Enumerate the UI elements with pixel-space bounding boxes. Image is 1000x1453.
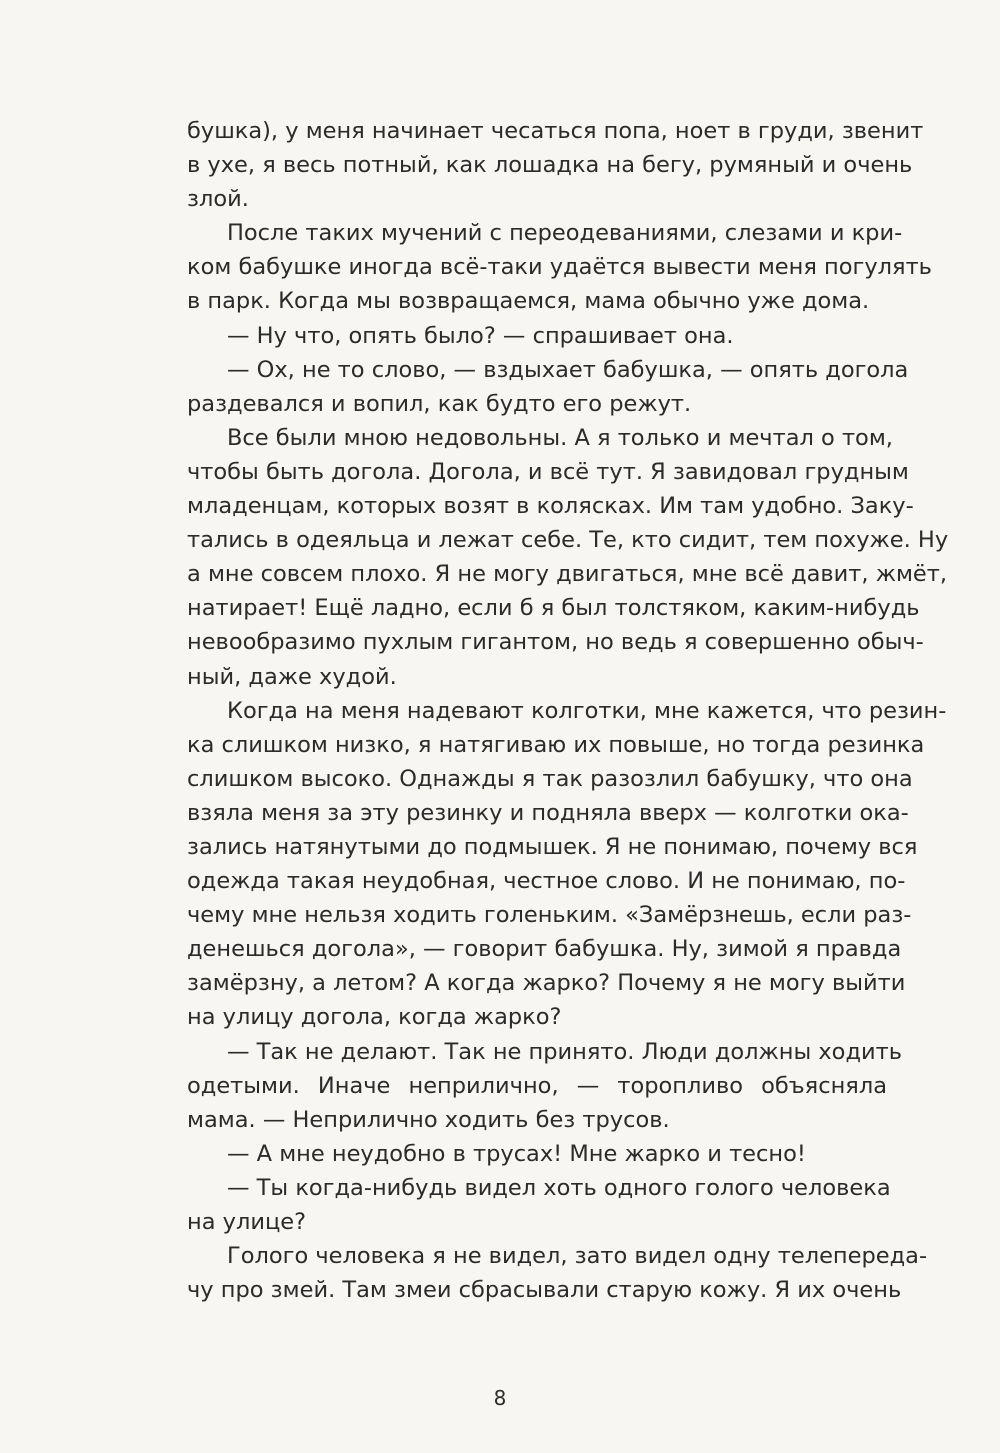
text-line: — Ну что, опять было? — спрашивает она.	[227, 322, 734, 349]
page-number: 8	[493, 1386, 507, 1410]
text-line: невообразимо пухлым гигантом, но ведь я совершенно обыч-	[187, 629, 924, 656]
text-line: раздевался и вопил, как будто его режут.	[187, 390, 692, 417]
text-line: — Так не делают. Так не принято. Люди должны ходить	[227, 1038, 902, 1065]
text-line: Голого человека я не видел, зато видел одну телепереда-	[227, 1243, 928, 1270]
text-line: в ухе, я весь потный, как лошадка на бегу, румяный и очень	[187, 152, 913, 179]
text-line: чтобы быть догола. Догола, и всё тут. Я завидовал грудным	[187, 458, 909, 485]
text-line: чему мне нельзя ходить голеньким. «Замёрзнешь, если раз-	[187, 902, 912, 929]
text-line: — А мне неудобно в трусах! Мне жарко и тесно!	[227, 1140, 806, 1167]
text-line: в парк. Когда мы возвращаемся, мама обычно уже дома.	[187, 288, 870, 315]
text-line: взяла меня за эту резинку и подняла вверх — колготки ока-	[187, 799, 909, 826]
text-line: После таких мучений с переодеваниями, слезами и кри-	[227, 220, 903, 247]
text-line: замёрзну, а летом? А когда жарко? Почему я не могу выйти	[187, 970, 906, 997]
text-line: — Ох, не то слово, — вздыхает бабушка, — опять догола	[227, 356, 909, 383]
text-line: натирает! Ещё ладно, если б я был толстяком, каким-нибудь	[187, 595, 920, 622]
text-line: мама. — Неприлично ходить без трусов.	[187, 1106, 670, 1133]
text-line: чу про змей. Там змеи сбрасывали старую кожу. Я их очень	[187, 1277, 902, 1304]
text-line: зались натянутыми до подмышек. Я не понимаю, почему вся	[187, 833, 918, 860]
text-line: злой.	[187, 186, 249, 213]
text-line: — Ты когда-нибудь видел хоть одного голого человека	[227, 1174, 891, 1201]
text-line: Когда на меня надевают колготки, мне кажется, что резин-	[227, 697, 947, 724]
text-line: ком бабушке иногда всё-таки удаётся вывести меня погулять	[187, 254, 932, 281]
text-line: на улицу догола, когда жарко?	[187, 1004, 562, 1031]
text-line: ка слишком низко, я натягиваю их повыше, но тогда резинка	[187, 731, 925, 758]
body-text	[187, 114, 949, 1307]
text-line: ный, даже худой.	[187, 663, 397, 690]
text-line: на улице?	[187, 1209, 307, 1235]
text-line: Все были мною недовольны. А я только и мечтал о том,	[227, 424, 893, 451]
text-line: слишком высоко. Однажды я так разозлил бабушку, что она	[187, 765, 913, 792]
text-line: денешься догола», — говорит бабушка. Ну, зимой я правда	[187, 936, 902, 963]
text-line: а мне совсем плохо. Я не могу двигаться, мне всё давит, жмёт,	[187, 561, 948, 588]
text-line: тались в одеяльца и лежат себе. Те, кто сидит, тем похуже. Ну	[187, 527, 949, 554]
text-line: бушка), у меня начинает чесаться попа, ноет в груди, звенит	[187, 118, 924, 144]
text-line: одетыми. Иначе неприлично, — торопливо объясняла	[187, 1072, 887, 1099]
text-line: одежда такая неудобная, честное слово. И не понимаю, по-	[187, 868, 906, 895]
text-line: младенцам, которых возят в колясках. Им там удобно. Заку-	[187, 493, 914, 520]
